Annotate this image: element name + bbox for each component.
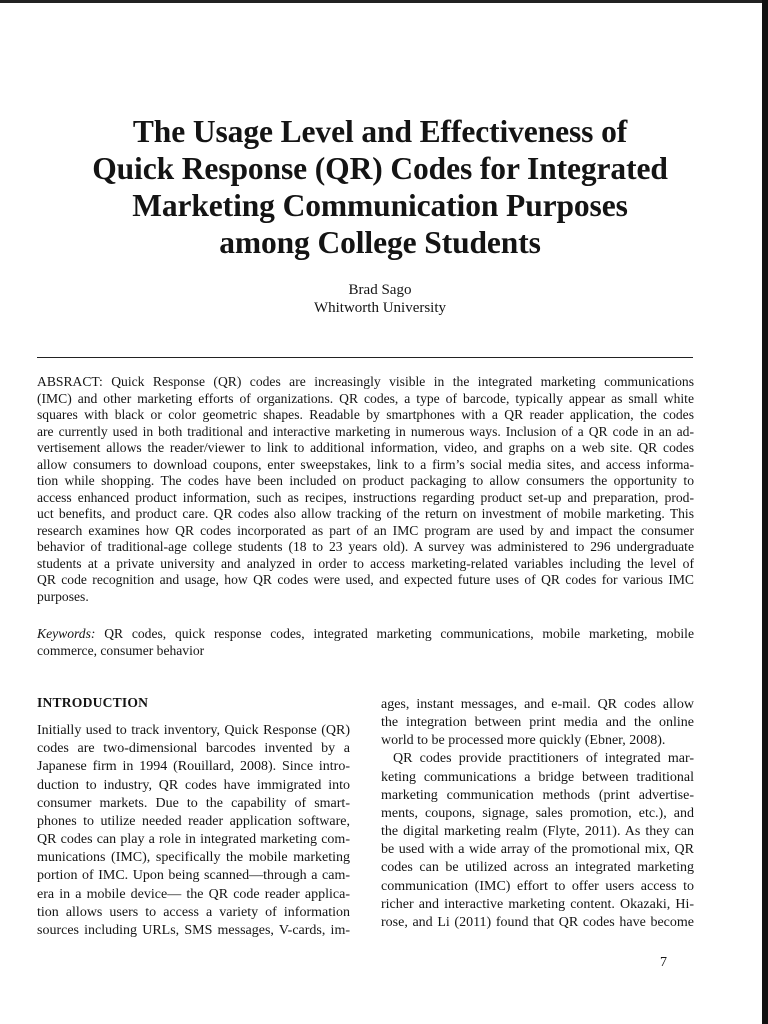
body-line: ages, instant messages, and e-mail. QR codes allow xyxy=(381,697,694,712)
body-line: be used with a wide array of the promotional mix, QR xyxy=(381,842,694,858)
section-heading: INTRODUCTION xyxy=(37,695,149,710)
body-line: richer and interactive marketing content. Okazaki, Hi- xyxy=(381,896,694,912)
body-line: munications (IMC), specifically the mobile marketing xyxy=(37,850,350,866)
abstract-line: are currently used in both traditional and interactive marketing in numerous ways. Inclusion of a QR code in an ad- xyxy=(37,423,694,439)
abstract-line: allow consumers to download coupons, enter sweepstakes, link to a firm’s social media sites, and access informa- xyxy=(37,456,694,472)
paper-title xyxy=(30,113,730,261)
body-line: era in a mobile device— the QR code reader applica- xyxy=(37,886,350,902)
body-line: world to be processed more quickly (Ebner, 2008). xyxy=(381,733,666,749)
abstract xyxy=(37,374,694,605)
title-line: among College Students xyxy=(219,225,541,260)
body-line: codes can be utilized across an integrated marketing xyxy=(381,860,694,876)
header-rule xyxy=(37,357,693,358)
body-line: portion of IMC. Upon being scanned—through a cam- xyxy=(37,868,350,884)
abstract-line: behavior of traditional-age college students (18 to 23 years old). A survey was administered to 296 undergraduate xyxy=(37,539,694,554)
body-line: QR codes provide practitioners of integrated mar- xyxy=(393,751,694,767)
body-line: codes are two-dimensional barcodes invented by a xyxy=(37,741,350,757)
abstract-line: squares with black or color geometric shapes. Readable by smartphones with a QR reader application, the codes xyxy=(37,407,694,422)
body-line: sources including URLs, SMS messages, V-cards, im- xyxy=(37,922,350,938)
abstract-line: access enhanced product information, such as recipes, instructions regarding product set-up and preparation, prod- xyxy=(37,489,694,505)
body-line: rose, and Li (2011) found that QR codes have become xyxy=(381,914,694,930)
body-line: the integration between print media and the online xyxy=(381,715,694,731)
body-column-right xyxy=(381,696,694,932)
body-line: tion allows users to access a variety of information xyxy=(37,904,350,920)
body-line: Japanese firm in 1994 (Rouillard, 2008). Since intro- xyxy=(37,759,350,775)
abstract-line: purposes. xyxy=(37,588,89,604)
keywords-text: QR codes, quick response codes, integrated marketing communications, mobile marketing, mobile xyxy=(104,626,694,641)
abstract-line: ABSRACT: Quick Response (QR) codes are increasingly visible in the integrated marketing communications xyxy=(37,374,694,389)
body-line: marketing communication methods (print advertise- xyxy=(381,787,694,803)
body-line: communication (IMC) effort to offer users access to xyxy=(381,878,694,894)
body-line: ments, coupons, signage, sales promotion, etc.), and xyxy=(381,805,694,821)
keywords-label: Keywords: xyxy=(37,626,96,641)
keywords-text: commerce, consumer behavior xyxy=(37,642,205,658)
body-line: QR codes can play a role in integrated marketing com- xyxy=(37,832,350,848)
body-line: phones to utilize needed reader application software, xyxy=(37,813,350,829)
body-line: Initially used to track inventory, Quick Response (QR) xyxy=(37,723,350,739)
keywords xyxy=(37,626,694,659)
body-line: duction to industry, QR codes have immigrated into xyxy=(37,777,350,793)
title-line: The Usage Level and Effectiveness of xyxy=(132,114,628,149)
abstract-line: students at a private university and analyzed in order to access marketing-related variables including the level of xyxy=(37,555,694,571)
author-name: Brad Sago xyxy=(348,282,412,298)
title-line: Marketing Communication Purposes xyxy=(132,188,628,223)
body-line: consumer markets. Due to the capability of smart- xyxy=(37,795,350,811)
abstract-line: QR code recognition and usage, how QR codes were used, and expected future uses of QR codes for various IMC xyxy=(37,572,694,587)
abstract-line: tion while shopping. The codes have been included on product packaging to allow consumers the opportunity to xyxy=(37,473,694,488)
author-affiliation: Whitworth University xyxy=(313,300,447,316)
abstract-line: vertisement allows the reader/viewer to link to additional information, video, and graphs on a web site. QR codes xyxy=(37,440,694,455)
title-line: Quick Response (QR) Codes for Integrated xyxy=(92,151,668,186)
abstract-line: research examines how QR codes incorporated as part of an IMC program are used by and impact the consumer xyxy=(37,522,694,538)
abstract-line: (IMC) and other marketing efforts of organizations. QR codes, a type of barcode, typically appear as small white xyxy=(37,390,694,406)
body-column-left xyxy=(37,694,350,940)
body-line: the digital marketing realm (Flyte, 2011). As they can xyxy=(381,824,694,840)
page-number: 7 xyxy=(660,955,667,970)
body-line: keting communications a bridge between traditional xyxy=(381,769,694,785)
scan-edge-top xyxy=(0,0,768,3)
abstract-line: uct benefits, and product care. QR codes also allow tracking of the return on investment of mobile marketing. This xyxy=(37,506,694,521)
scan-edge-right xyxy=(762,0,768,1024)
